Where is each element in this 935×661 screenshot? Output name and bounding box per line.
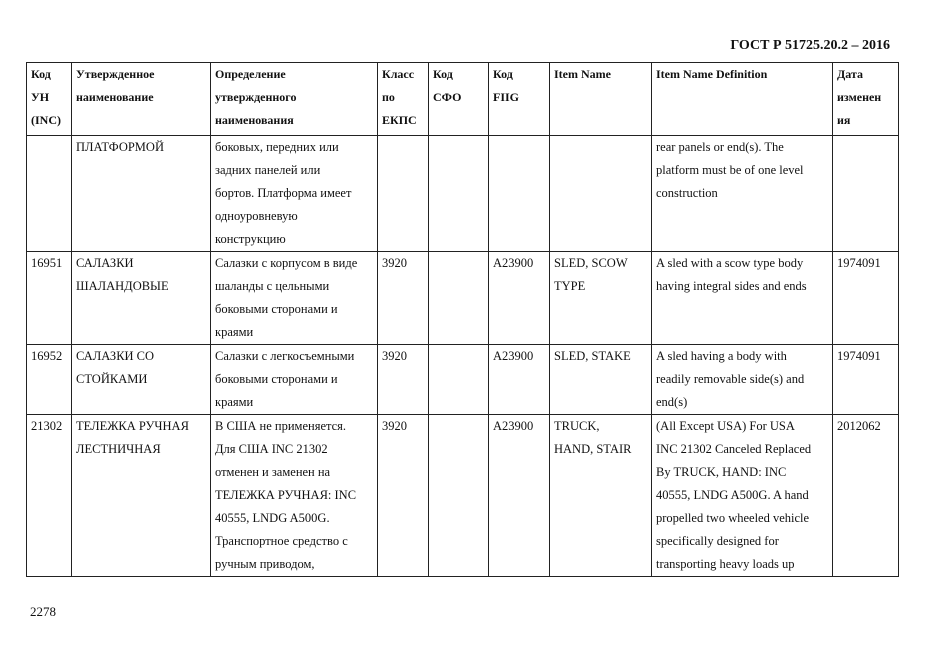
table-row (27, 345, 899, 415)
cell-date: 1974091 (833, 345, 899, 415)
table-header-row (27, 63, 899, 136)
cell-item-definition: A sled having a body with readily removable side(s) and end(s) (652, 345, 833, 415)
cell-name: САЛАЗКИ СО СТОЙКАМИ (72, 345, 211, 415)
cell-definition: боковых, передних или задних панелей или бортов. Платформа имеет одноуровневую конструкцию (211, 136, 378, 252)
table-row (27, 252, 899, 345)
cell-definition: Салазки с легкосъемными боковыми сторонами и краями (211, 345, 378, 415)
col-inc-code: Код УН (INC) (27, 63, 72, 136)
cell-item-name: SLED, SCOW TYPE (550, 252, 652, 345)
cell-item-name: SLED, STAKE (550, 345, 652, 415)
table-row (27, 415, 899, 577)
cell-sfo (429, 136, 489, 252)
cell-sfo (429, 345, 489, 415)
col-approved-name: Утвержденное наименование (72, 63, 211, 136)
cell-item-name (550, 136, 652, 252)
cell-date (833, 136, 899, 252)
col-ekps-class: Класс по ЕКПС (378, 63, 429, 136)
cell-class: 3920 (378, 345, 429, 415)
table-row (27, 136, 899, 252)
cell-item-definition: rear panels or end(s). The platform must be of one level construction (652, 136, 833, 252)
cell-name: ПЛАТФОРМОЙ (72, 136, 211, 252)
cell-fiig: A23900 (489, 415, 550, 577)
cell-code (27, 136, 72, 252)
cell-class: 3920 (378, 252, 429, 345)
cell-code: 16952 (27, 345, 72, 415)
cell-definition: Салазки с корпусом в виде шаланды с цельными боковыми сторонами и краями (211, 252, 378, 345)
col-name-definition: Определение утвержденного наименования (211, 63, 378, 136)
cell-item-definition: A sled with a scow type body having integral sides and ends (652, 252, 833, 345)
cell-code: 21302 (27, 415, 72, 577)
cell-sfo (429, 252, 489, 345)
cell-date: 1974091 (833, 252, 899, 345)
col-sfo-code: Код СФО (429, 63, 489, 136)
cell-class (378, 136, 429, 252)
cell-item-name: TRUCK, HAND, STAIR (550, 415, 652, 577)
items-table (26, 62, 899, 577)
col-item-name: Item Name (550, 63, 652, 136)
cell-fiig (489, 136, 550, 252)
cell-fiig: A23900 (489, 345, 550, 415)
cell-date: 2012062 (833, 415, 899, 577)
col-item-name-definition: Item Name Definition (652, 63, 833, 136)
cell-item-definition: (All Except USA) For USA INC 21302 Canceled Replaced By TRUCK, HAND: INC 40555, LNDG A500G. A hand propelled two wheeled vehicle specifically designed for transporting heavy loads up (652, 415, 833, 577)
cell-class: 3920 (378, 415, 429, 577)
col-fiig-code: Код FIIG (489, 63, 550, 136)
document-header: ГОСТ Р 51725.20.2 – 2016 (730, 38, 890, 53)
cell-definition: В США не применяется. Для США INC 21302 отменен и заменен на ТЕЛЕЖКА РУЧНАЯ: INC 40555, LNDG A500G. Транспортное средство с ручным приводом, (211, 415, 378, 577)
cell-name: ТЕЛЕЖКА РУЧНАЯ ЛЕСТНИЧНАЯ (72, 415, 211, 577)
cell-name: САЛАЗКИ ШАЛАНДОВЫЕ (72, 252, 211, 345)
cell-fiig: A23900 (489, 252, 550, 345)
page-number: 2278 (30, 604, 56, 619)
cell-sfo (429, 415, 489, 577)
col-change-date: Дата изменен ия (833, 63, 899, 136)
cell-code: 16951 (27, 252, 72, 345)
